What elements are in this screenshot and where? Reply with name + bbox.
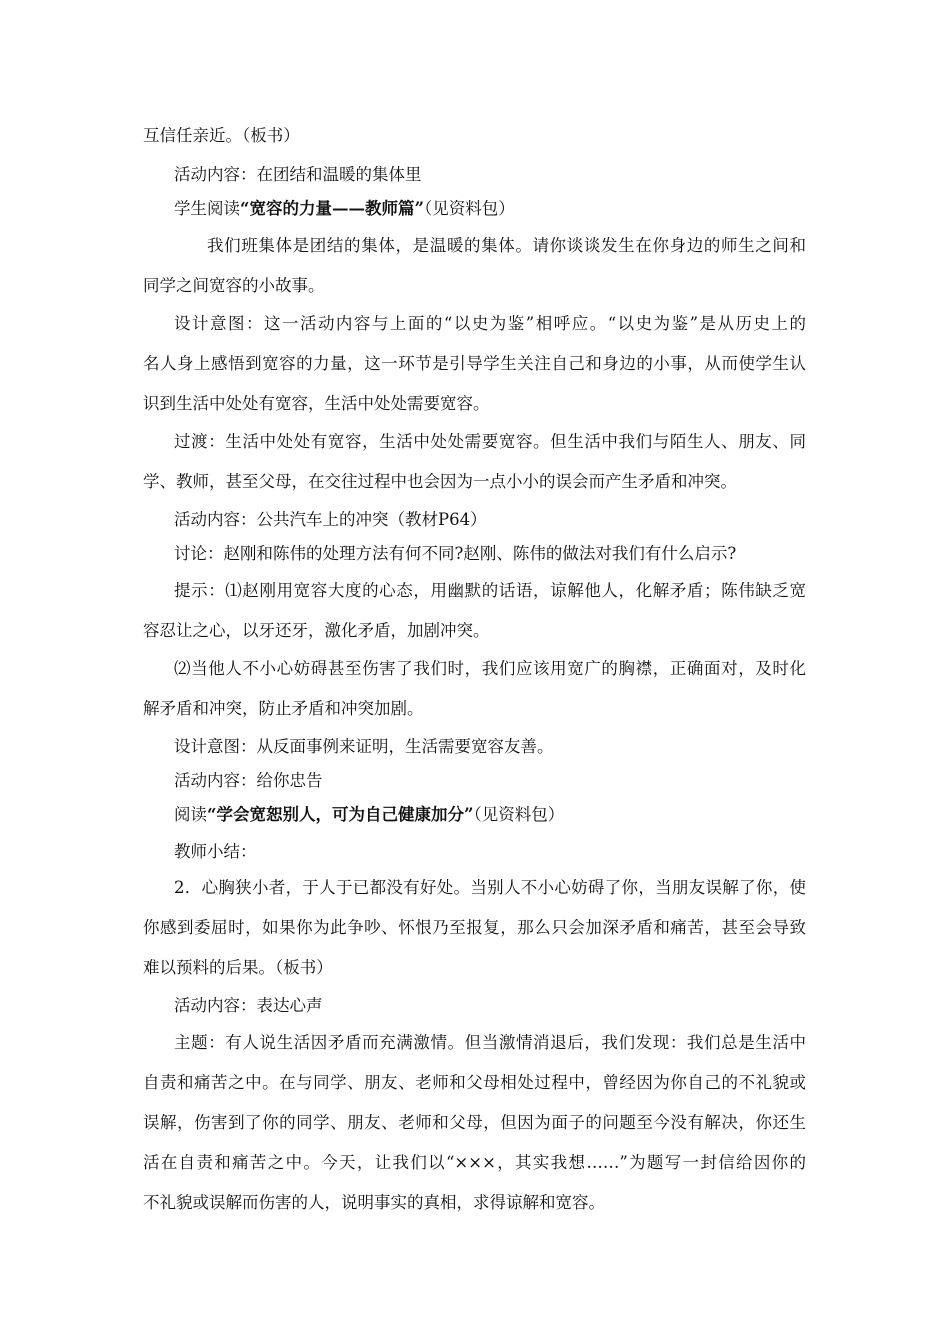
text-line: ⑵当他人不小心妨碍甚至伤害了我们时，我们应该用宽广的胸襟，正确面对，及时化 bbox=[174, 659, 806, 678]
text-line: 活动内容：表达心声 bbox=[174, 996, 323, 1015]
text-line: 活在自责和痛苦之中。今天，让我们以“×××，其实我想……”为题写一封信给因你的 bbox=[143, 1153, 806, 1172]
text-line: 名人身上感悟到宽容的力量，这一环节是引导学生关注自己和身边的小事，从而使学生认 bbox=[143, 354, 806, 373]
text-line: 识到生活中处处有宽容，生活中处处需要宽容。 bbox=[143, 394, 490, 413]
text-run: （见资料包） bbox=[473, 805, 565, 824]
text-line: 学、教师，甚至父母，在交往过程中也会因为一点小小的误会而产生矛盾和冲突。 bbox=[143, 472, 737, 491]
text-line: 讨论：赵刚和陈伟的处理方法有何不同?赵刚、陈伟的做法对我们有什么启示? bbox=[174, 544, 737, 563]
text-line: 互信任亲近。（板书） bbox=[143, 126, 300, 145]
text-line: 解矛盾和冲突，防止矛盾和冲突加剧。 bbox=[143, 699, 424, 718]
text-line: 容忍让之心，以牙还牙，激化矛盾，加剧冲突。 bbox=[143, 621, 490, 640]
text-line: 活动内容：在团结和温暖的集体里 bbox=[174, 165, 422, 184]
text-line bbox=[174, 805, 564, 825]
text-line: 活动内容：公共汽车上的冲突（教材P64） bbox=[174, 510, 487, 529]
text-line: 自责和痛苦之中。在与同学、朋友、老师和父母相处过程中，曾经因为你自己的不礼貌或 bbox=[143, 1073, 806, 1092]
text-line: 教师小结： bbox=[174, 842, 257, 861]
text-run: 学生阅读 bbox=[174, 199, 240, 218]
bold-title: “学会宽恕别人，可为自己健康加分” bbox=[207, 805, 474, 824]
text-line: 2．心胸狭小者，于人于已都没有好处。当别人不小心妨碍了你，当朋友误解了你，使 bbox=[174, 878, 806, 897]
text-line: 活动内容：给你忠告 bbox=[174, 771, 323, 790]
text-line: 误解，伤害到了你的同学、朋友、老师和父母，但因为面子的问题至今没有解决，你还生 bbox=[143, 1113, 806, 1132]
text-run: 阅读 bbox=[174, 805, 207, 824]
text-line: 主题：有人说生活因矛盾而充满激情。但当激情消退后，我们发现：我们总是生活中 bbox=[174, 1033, 806, 1052]
text-run: （见资料包） bbox=[423, 199, 515, 218]
text-line: 同学之间宽容的小故事。 bbox=[143, 276, 325, 295]
text-line: 设计意图：这一活动内容与上面的“以史为鉴”相呼应。“以史为鉴”是从历史上的 bbox=[174, 314, 806, 333]
text-line: 提示：⑴赵刚用宽容大度的心态，用幽默的话语，谅解他人，化解矛盾；陈伟缺乏宽 bbox=[174, 581, 806, 600]
text-line: 你感到委屈时，如果你为此争吵、怀恨乃至报复，那么只会加深矛盾和痛苦，甚至会导致 bbox=[143, 918, 806, 937]
text-line: 难以预料的后果。（板书） bbox=[143, 958, 333, 977]
text-line bbox=[174, 199, 515, 219]
bold-title: “宽容的力量——教师篇” bbox=[240, 199, 424, 218]
text-line: 过渡：生活中处处有宽容，生活中处处需要宽容。但生活中我们与陌生人、朋友、同 bbox=[174, 432, 806, 451]
text-line: 不礼貌或误解而伤害的人，说明事实的真相，求得谅解和宽容。 bbox=[143, 1193, 605, 1212]
text-line: 我们班集体是团结的集体，是温暖的集体。请你谈谈发生在你身边的师生之间和 bbox=[207, 236, 806, 255]
text-line: 设计意图：从反面事例来证明，生活需要宽容友善。 bbox=[174, 737, 554, 756]
